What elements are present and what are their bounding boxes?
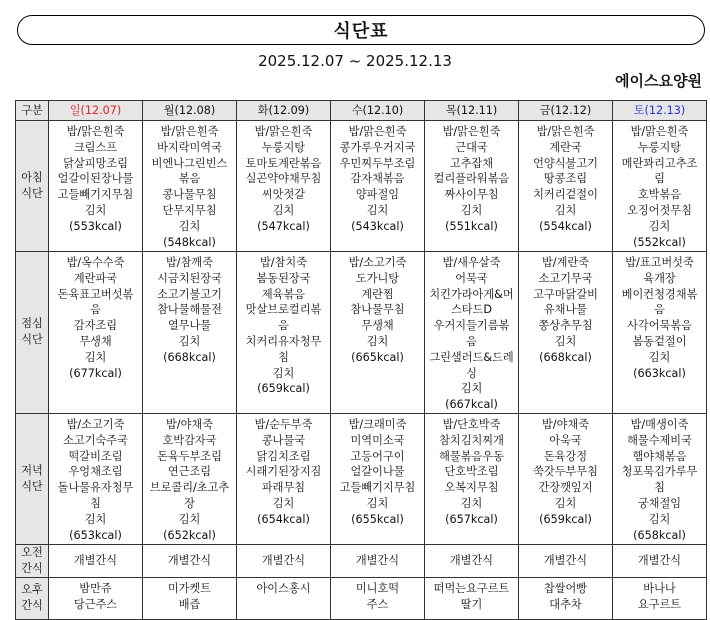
menu-item: 얼갈이나물 <box>350 465 405 479</box>
menu-item: 근대국 <box>455 140 488 154</box>
menu-item: 김치 <box>272 366 295 380</box>
menu-item: 딸기 <box>460 597 483 611</box>
menu-item: 바지락미역국 <box>157 140 222 154</box>
menu-item: 밥/옥수수죽 <box>66 256 125 269</box>
menu-item: 김치 <box>272 203 295 217</box>
menu-item: 아욱국 <box>549 433 582 447</box>
menu-item: 소고기숙주국 <box>63 433 128 447</box>
menu-item: (667kcal) <box>445 398 498 412</box>
menu-item: 돌나물유자청무 <box>57 481 134 495</box>
menu-item: 개별간식 <box>73 554 118 568</box>
menu-item: 햄야채볶음 <box>632 449 687 463</box>
menu-item: 밥/새우살죽 <box>442 256 501 269</box>
row-dinner <box>16 413 707 544</box>
menu-item: 당근주스 <box>73 597 118 611</box>
menu-cell-breakfast-day2 <box>237 121 331 252</box>
menu-item: 얼갈이된장나물 <box>57 172 134 186</box>
menu-cell-lunch-day0 <box>49 252 143 414</box>
menu-cell-snack-am-day6 <box>613 544 707 577</box>
menu-item: 시금치된장국 <box>157 271 222 285</box>
row-lunch <box>16 252 707 414</box>
menu-item: 김치 <box>178 512 201 526</box>
menu-item: 침 <box>278 350 289 364</box>
menu-cell-snack-am-day5 <box>519 544 613 577</box>
menu-item: (677kcal) <box>69 366 122 380</box>
menu-item: 주스 <box>366 597 389 611</box>
menu-item: 떡갈비조림 <box>68 449 123 463</box>
menu-cell-dinner-day0 <box>49 413 143 544</box>
menu-item: 밥/순두부죽 <box>254 417 313 431</box>
menu-item: (551kcal) <box>445 219 498 233</box>
row-label-snack-pm <box>16 577 49 619</box>
menu-item: 무생채 <box>79 334 112 348</box>
menu-item: 계란찜 <box>361 287 394 301</box>
menu-item: 볶음 <box>178 172 201 186</box>
menu-item: 실곤약야채무침 <box>245 172 322 186</box>
menu-item: 떠먹는요구르트 <box>433 581 510 595</box>
menu-item: 우엉채조림 <box>68 465 123 479</box>
menu-item: 김치 <box>366 334 389 348</box>
menu-cell-snack-pm-day1 <box>143 577 237 619</box>
menu-item: 밥/맑은흰죽 <box>66 125 125 138</box>
menu-cell-snack-am-day3 <box>331 544 425 577</box>
menu-item: (553kcal) <box>69 219 122 233</box>
day-header-mon: 월(12.08) <box>143 101 237 121</box>
menu-item: 참나물무침 <box>350 303 405 317</box>
menu-item: 콩나물국 <box>261 433 306 447</box>
menu-item: 밥/소고기죽 <box>348 256 407 269</box>
menu-item: (554kcal) <box>539 219 592 233</box>
menu-item: 찹쌀어빵 <box>543 581 588 595</box>
menu-item: 김치 <box>84 203 107 217</box>
menu-item: 바나나 <box>643 581 676 595</box>
header-label: 구분 <box>16 101 49 121</box>
menu-item: 음 <box>466 334 477 348</box>
menu-item: 밥/맑은흰죽 <box>254 125 313 138</box>
menu-item: 도가니탕 <box>355 271 400 285</box>
menu-item: (668kcal) <box>539 350 592 364</box>
menu-item: 그린샐러드&드레 <box>429 350 514 364</box>
menu-item: 땅콩조림 <box>543 172 588 186</box>
row-label-line: 식단 <box>21 333 43 347</box>
menu-item: 밥/맑은흰죽 <box>442 125 501 138</box>
menu-item: (654kcal) <box>257 512 310 526</box>
row-label-lunch <box>16 252 49 414</box>
menu-item: 김치 <box>272 496 295 510</box>
meal-plan-table <box>15 100 707 620</box>
menu-item: 미니호떡 <box>355 581 400 595</box>
menu-item: 김치 <box>84 512 107 526</box>
menu-item: 어묵국 <box>455 271 488 285</box>
menu-item: 고들빼기지무침 <box>339 481 416 495</box>
menu-item: 메란꽈리고추조 <box>621 156 698 170</box>
menu-item: 아이스홍시 <box>256 581 311 595</box>
menu-item: 사각어묵볶음 <box>627 319 692 333</box>
menu-item: (552kcal) <box>633 235 686 249</box>
menu-cell-lunch-day1 <box>143 252 237 414</box>
row-label-line: 오후 <box>21 583 43 597</box>
menu-item: 김치 <box>648 512 671 526</box>
menu-item: 밥/크래미죽 <box>348 417 407 431</box>
menu-item: 배즙 <box>178 597 201 611</box>
menu-item: 밥/맑은흰죽 <box>536 125 595 138</box>
row-label-breakfast <box>16 121 49 252</box>
menu-item: 단무지무침 <box>162 203 217 217</box>
menu-item: 쫑상추무침 <box>538 319 593 333</box>
menu-item: 미가켓트 <box>167 581 212 595</box>
menu-item: 토마토계란볶음 <box>245 156 322 170</box>
menu-item: 봄동된장국 <box>256 271 311 285</box>
menu-item: (655kcal) <box>351 512 404 526</box>
menu-item: 김치 <box>554 334 577 348</box>
menu-cell-snack-pm-day2 <box>237 577 331 619</box>
menu-item: 연근조림 <box>167 465 212 479</box>
menu-item: 참치김치찌개 <box>439 433 504 447</box>
menu-cell-dinner-day2 <box>237 413 331 544</box>
menu-item: 파래무침 <box>261 481 306 495</box>
menu-item: 밥/야채죽 <box>542 417 589 431</box>
menu-item: 김치 <box>460 496 483 510</box>
menu-item: 김치 <box>84 350 107 364</box>
menu-item: 누룽지탕 <box>637 140 682 154</box>
menu-cell-lunch-day2 <box>237 252 331 414</box>
day-header-sat: 토(12.13) <box>613 101 707 121</box>
menu-item: (548kcal) <box>163 235 216 249</box>
row-snack-pm <box>16 577 707 619</box>
menu-item: 돈육두부조림 <box>157 449 222 463</box>
day-header-wed: 수(12.10) <box>331 101 425 121</box>
menu-item: 침 <box>90 496 101 510</box>
menu-item: 개별간식 <box>167 554 212 568</box>
menu-item: 콩가루우거지국 <box>339 140 416 154</box>
menu-item: 콩나물무침 <box>162 188 217 202</box>
menu-item: 육개장 <box>643 271 676 285</box>
menu-item: 개별간식 <box>637 554 682 568</box>
menu-cell-breakfast-day6 <box>613 121 707 252</box>
menu-item: 밥/소고기죽 <box>66 417 125 431</box>
menu-cell-lunch-day3 <box>331 252 425 414</box>
row-snack-am <box>16 544 707 577</box>
menu-cell-snack-pm-day3 <box>331 577 425 619</box>
menu-item: 밥/맑은흰죽 <box>348 125 407 138</box>
menu-item: 씨앗젓갈 <box>261 188 306 202</box>
menu-cell-breakfast-day3 <box>331 121 425 252</box>
menu-item: 밥/맑은흰죽 <box>160 125 219 138</box>
menu-item: (547kcal) <box>257 219 310 233</box>
menu-cell-snack-pm-day6 <box>613 577 707 619</box>
menu-item: 닭김치조림 <box>256 449 311 463</box>
menu-item: 밥/참치죽 <box>260 256 307 269</box>
menu-item: 브로콜리/초고추 <box>149 481 230 495</box>
menu-cell-snack-am-day1 <box>143 544 237 577</box>
menu-item: 시래기된장지짐 <box>245 465 322 479</box>
menu-item: 감자조림 <box>73 319 118 333</box>
menu-item: 짜사이무침 <box>444 188 499 202</box>
facility-name: 에이스요양원 <box>615 72 702 90</box>
menu-item: 미역미소국 <box>350 433 405 447</box>
menu-item: 음 <box>90 303 101 317</box>
menu-item: 해물볶음우동 <box>439 449 504 463</box>
menu-cell-snack-pm-day0 <box>49 577 143 619</box>
menu-cell-snack-pm-day4 <box>425 577 519 619</box>
menu-cell-breakfast-day5 <box>519 121 613 252</box>
menu-item: 돈육강정 <box>543 449 588 463</box>
menu-item: 침 <box>654 481 665 495</box>
menu-item: 밤만쥬 <box>79 581 112 595</box>
menu-cell-lunch-day5 <box>519 252 613 414</box>
header-row <box>16 101 707 121</box>
menu-cell-lunch-day6 <box>613 252 707 414</box>
menu-item: 치킨가라아게&머 <box>429 287 514 301</box>
day-header-tue: 화(12.09) <box>237 101 331 121</box>
menu-item: 김치 <box>648 350 671 364</box>
page-title: 식단표 <box>333 21 389 42</box>
row-label-dinner <box>16 413 49 544</box>
menu-item: (652kcal) <box>163 528 216 542</box>
menu-item: 밥/단호박죽 <box>442 417 501 431</box>
menu-item: 쑥갓두부무침 <box>533 465 598 479</box>
menu-item: 김치 <box>366 203 389 217</box>
menu-item: 요구르트 <box>637 597 682 611</box>
menu-item: (657kcal) <box>445 512 498 526</box>
menu-item: 개별간식 <box>449 554 494 568</box>
menu-item: 우민찌두부조림 <box>339 156 416 170</box>
menu-item: 고등어구이 <box>350 449 405 463</box>
menu-cell-breakfast-day1 <box>143 121 237 252</box>
menu-item: (663kcal) <box>633 366 686 380</box>
menu-item: 단호박조림 <box>444 465 499 479</box>
menu-item: 무생채 <box>361 319 394 333</box>
menu-item: 김치 <box>554 203 577 217</box>
row-label-snack-am <box>16 544 49 577</box>
menu-item: 음 <box>278 319 289 333</box>
menu-item: 호박볶음 <box>637 188 682 202</box>
menu-item: 언양식불고기 <box>533 156 598 170</box>
menu-item: 스타드D <box>450 303 493 317</box>
row-label-line: 아침 <box>21 171 43 184</box>
menu-item: 오복지무침 <box>444 481 499 495</box>
menu-item: 밥/야채죽 <box>166 417 213 431</box>
menu-item: 우거지들기름볶 <box>433 319 510 333</box>
menu-item: 치커리겉절이 <box>533 188 598 202</box>
menu-item: (665kcal) <box>351 350 404 364</box>
menu-cell-dinner-day6 <box>613 413 707 544</box>
menu-item: 치커리유자청무 <box>245 334 322 348</box>
menu-item: 베이컨청경채볶 <box>621 287 698 301</box>
menu-item: 고들빼기지무침 <box>57 188 134 202</box>
menu-item: (653kcal) <box>69 528 122 542</box>
row-label-line: 간식 <box>21 599 43 613</box>
day-header-sun: 일(12.07) <box>49 101 143 121</box>
menu-item: 닭살피망조림 <box>63 156 128 170</box>
menu-item: 맛살브로컬리볶 <box>245 303 322 317</box>
menu-item: 밥/참깨죽 <box>166 256 213 269</box>
menu-item: 개별간식 <box>543 554 588 568</box>
day-header-thu: 목(12.11) <box>425 101 519 121</box>
menu-item: 열무나물 <box>167 319 212 333</box>
menu-item: 크림스프 <box>73 140 118 154</box>
row-label-line: 점심 <box>21 317 43 331</box>
menu-item: 밥/매생이죽 <box>630 417 689 431</box>
menu-item: 양파절임 <box>355 188 400 202</box>
menu-cell-snack-pm-day5 <box>519 577 613 619</box>
menu-item: 밥/계란죽 <box>542 256 589 269</box>
menu-cell-breakfast-day4 <box>425 121 519 252</box>
date-range: 2025.12.07 ~ 2025.12.13 <box>258 52 452 70</box>
menu-item: 궁채절임 <box>637 496 682 510</box>
menu-item: (659kcal) <box>539 512 592 526</box>
menu-item: 김치 <box>366 496 389 510</box>
title-banner <box>17 15 705 45</box>
menu-item: 소고기무국 <box>538 271 593 285</box>
row-breakfast <box>16 121 707 252</box>
menu-cell-dinner-day4 <box>425 413 519 544</box>
menu-item: 음 <box>654 303 665 317</box>
menu-cell-breakfast-day0 <box>49 121 143 252</box>
menu-item: (658kcal) <box>633 528 686 542</box>
menu-item: 계란국 <box>549 140 582 154</box>
menu-cell-dinner-day1 <box>143 413 237 544</box>
menu-item: 밥/표고버섯죽 <box>625 256 694 269</box>
row-label-line: 식단 <box>21 479 43 493</box>
row-label-line: 식단 <box>21 187 43 200</box>
menu-item: 김치 <box>178 334 201 348</box>
menu-item: 김치 <box>460 382 483 396</box>
menu-item: 유채나물 <box>543 303 588 317</box>
menu-item: (668kcal) <box>163 350 216 364</box>
menu-item: 싱 <box>466 366 477 380</box>
row-label-line: 오전 <box>21 545 43 559</box>
menu-item: 김치 <box>648 219 671 233</box>
menu-item: 감자채볶음 <box>350 172 405 186</box>
menu-item: 비엔나그린빈스 <box>151 156 228 170</box>
menu-item: 돈육표고버섯볶 <box>57 287 134 301</box>
menu-item: 개별간식 <box>261 554 306 568</box>
menu-item: 밥/맑은흰죽 <box>630 125 689 138</box>
menu-item: 고구마닭갈비 <box>533 287 598 301</box>
menu-item: 오징어젓무침 <box>627 203 692 217</box>
menu-item: 봄동겉절이 <box>632 334 687 348</box>
menu-item: (659kcal) <box>257 382 310 396</box>
menu-item: 림 <box>654 172 665 186</box>
menu-item: 장 <box>184 496 195 510</box>
menu-item: 제육볶음 <box>261 287 306 301</box>
menu-cell-lunch-day4 <box>425 252 519 414</box>
menu-item: (543kcal) <box>351 219 404 233</box>
menu-cell-snack-am-day2 <box>237 544 331 577</box>
menu-item: 개별간식 <box>355 554 400 568</box>
day-header-fri: 금(12.12) <box>519 101 613 121</box>
menu-item: 고추잡채 <box>449 156 494 170</box>
menu-item: 김치 <box>178 219 201 233</box>
menu-item: 계란파국 <box>73 271 118 285</box>
menu-item: 누룽지탕 <box>261 140 306 154</box>
menu-cell-snack-am-day4 <box>425 544 519 577</box>
menu-item: 해물수제비국 <box>627 433 692 447</box>
row-label-line: 저녁 <box>21 463 43 477</box>
menu-cell-snack-am-day0 <box>49 544 143 577</box>
menu-item: 김치 <box>460 203 483 217</box>
menu-item: 호박감자국 <box>162 433 217 447</box>
menu-item: 청포묵김가루무 <box>621 465 698 479</box>
row-label-line: 간식 <box>21 561 43 575</box>
menu-item: 컬리플라워볶음 <box>433 172 510 186</box>
menu-item: 김치 <box>554 496 577 510</box>
menu-item: 간장깻잎지 <box>538 481 593 495</box>
menu-item: 참나물해물전 <box>157 303 222 317</box>
menu-item: 대추차 <box>549 597 582 611</box>
menu-item: 소고기불고기 <box>157 287 222 301</box>
menu-cell-dinner-day3 <box>331 413 425 544</box>
menu-cell-dinner-day5 <box>519 413 613 544</box>
